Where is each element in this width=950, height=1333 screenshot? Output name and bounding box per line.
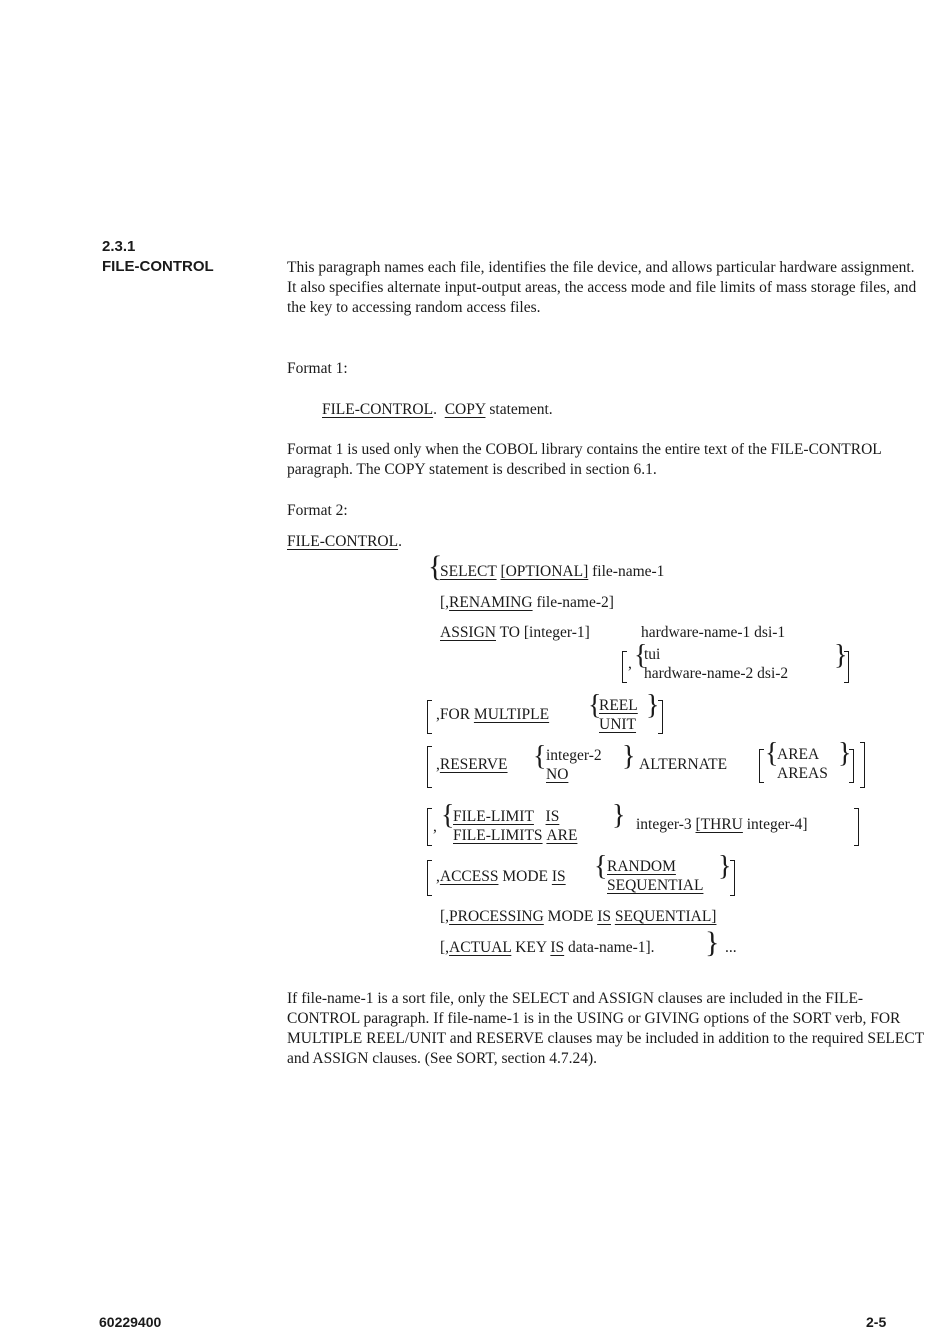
option-integer-2: integer-2: [546, 747, 602, 764]
option-reel: REEL: [599, 697, 638, 714]
renaming-prefix: [,: [440, 594, 450, 611]
actual-rest: data-name-1].: [568, 939, 655, 956]
limit-prefix: ,: [433, 818, 437, 835]
keyword-thru: [THRU: [695, 816, 743, 833]
access-left-bracket: [427, 860, 432, 896]
keyword-sequential: SEQUENTIAL]: [614, 908, 717, 925]
actual-key: KEY: [515, 939, 547, 956]
processing-mode: MODE: [547, 908, 594, 925]
for-clause: [436, 706, 549, 724]
area-options: [777, 745, 828, 783]
area-right-bracket: [849, 749, 854, 783]
for-options: [599, 696, 638, 734]
format2-label: Format 2:: [287, 502, 348, 519]
option-random: RANDOM: [607, 858, 676, 875]
keyword-processing: PROCESSING: [449, 908, 544, 925]
assign-right-bracket: [844, 651, 849, 683]
area-left-brace: {: [765, 738, 779, 769]
keyword-file-limits: FILE-LIMITS: [453, 827, 543, 844]
keyword-copy: COPY: [444, 401, 486, 418]
assign-rest: TO [integer-1]: [499, 624, 590, 641]
select-rest: file-name-1: [592, 563, 665, 580]
limit-options: [453, 807, 577, 845]
option-sequential: SEQUENTIAL: [607, 877, 704, 894]
select-clause: [440, 563, 664, 581]
keyword-actual: ACTUAL: [449, 939, 512, 956]
keyword-select: SELECT: [440, 563, 497, 580]
limit-option-1: [453, 807, 577, 826]
actual-prefix: [,: [440, 939, 450, 956]
limit-thru-rest: integer-4]: [746, 816, 808, 833]
keyword-multiple: MULTIPLE: [473, 706, 550, 723]
keyword-file-limit: FILE-LIMIT: [453, 808, 534, 825]
intro-paragraph: This paragraph names each file, identifies the file device, and allows particular hardware assignment. It also specifies alternate input-output areas, the access mode and file limits of mass storage files, and the key to accessing random access files.: [287, 259, 917, 316]
option-area: AREA: [777, 746, 820, 763]
for-left-bracket: [427, 700, 432, 734]
area-left-bracket: [759, 749, 764, 783]
limit-rest-group: [636, 816, 808, 834]
reserve-prefix: ,: [436, 756, 440, 773]
reserve-clause: [436, 756, 508, 774]
renaming-clause: [440, 594, 614, 612]
for-right-bracket: [658, 700, 663, 734]
format1-rest: statement.: [489, 401, 553, 418]
access-prefix: ,: [436, 868, 440, 885]
assign-options: [644, 645, 788, 683]
format2-head: [287, 532, 402, 552]
reserve-right-brace: }: [622, 741, 636, 772]
access-mode: MODE: [502, 868, 548, 885]
access-right-brace: }: [718, 851, 732, 882]
assign-left-brace: {: [634, 640, 648, 671]
select-open-brace: {: [428, 550, 443, 583]
limit-right-brace: }: [612, 800, 626, 831]
keyword-file-control-2: FILE-CONTROL: [287, 533, 399, 550]
limit-option-2: [453, 826, 577, 845]
access-options: [607, 857, 703, 895]
assign-hardware: hardware-name-1 dsi-1: [641, 624, 786, 641]
assign-left-bracket: [622, 651, 627, 683]
assign-clause: [440, 624, 590, 642]
section-number: 2.3.1: [102, 238, 136, 255]
reserve-options: [546, 746, 602, 784]
footer-page-number: 2-5: [866, 1314, 887, 1330]
for-prefix: ,FOR: [436, 706, 471, 723]
access-clause: [436, 868, 566, 886]
assign-comma: ,: [628, 655, 632, 672]
area-right-brace: }: [838, 738, 852, 769]
punct-dot-2: .: [398, 533, 402, 550]
for-right-brace: }: [646, 690, 660, 721]
select-close-brace: }: [705, 926, 720, 959]
keyword-access-is: IS: [551, 868, 566, 885]
format1-label: Format 1:: [287, 360, 348, 377]
keyword-assign: ASSIGN: [440, 624, 496, 641]
actual-clause: [440, 939, 655, 957]
renaming-rest: file-name-2]: [536, 594, 614, 611]
assign-right-brace: }: [834, 640, 848, 671]
footer-doc-number: 60229400: [99, 1314, 162, 1330]
limit-left-brace: {: [441, 800, 455, 831]
format1-syntax: [322, 400, 553, 420]
repeat-ellipsis: ...: [725, 939, 737, 956]
for-left-brace: {: [588, 690, 602, 721]
option-areas: AREAS: [777, 765, 828, 782]
access-right-bracket: [730, 860, 735, 896]
limit-right-bracket: [854, 808, 859, 846]
format1-note: Format 1 is used only when the COBOL library contains the entire text of the FILE-CONTROL paragraph. The COPY statement is described in section 6.1.: [287, 441, 882, 478]
processing-prefix: [,: [440, 908, 450, 925]
limit-rest: integer-3: [636, 816, 692, 833]
assign-option-hardware: hardware-name-2 dsi-2: [644, 665, 789, 682]
limit-left-bracket: [427, 808, 432, 846]
assign-option-tui: tui: [644, 646, 661, 663]
access-left-brace: {: [594, 851, 608, 882]
keyword-optional: [OPTIONAL]: [500, 563, 589, 580]
keyword-reserve: RESERVE: [439, 756, 508, 773]
reserve-left-bracket: [427, 746, 432, 788]
keyword-file-control: FILE-CONTROL: [322, 401, 434, 418]
punct-dot: .: [433, 401, 437, 418]
keyword-processing-is: IS: [597, 908, 611, 925]
keyword-are: ARE: [546, 827, 578, 844]
option-no: NO: [546, 766, 569, 783]
keyword-access: ACCESS: [439, 868, 499, 885]
reserve-right-bracket: [860, 742, 865, 788]
keyword-is: IS: [545, 808, 560, 825]
option-unit: UNIT: [599, 716, 637, 733]
keyword-actual-is: IS: [550, 939, 565, 956]
reserve-alternate: ALTERNATE: [639, 756, 728, 773]
processing-clause: [440, 908, 716, 926]
section-title: FILE-CONTROL: [102, 258, 214, 275]
reserve-left-brace: {: [533, 741, 547, 772]
keyword-renaming: RENAMING: [449, 594, 533, 611]
closing-paragraph: If file-name-1 is a sort file, only the SELECT and ASSIGN clauses are included in the FILE-CONTROL paragraph. If file-name-1 is in the USING or GIVING options of the SORT verb, FOR MULTIPLE REEL/UNIT and RESERVE clauses may be included in addition to the required SELECT and ASSIGN clauses. (See SORT, section 4.7.24).: [287, 990, 924, 1067]
